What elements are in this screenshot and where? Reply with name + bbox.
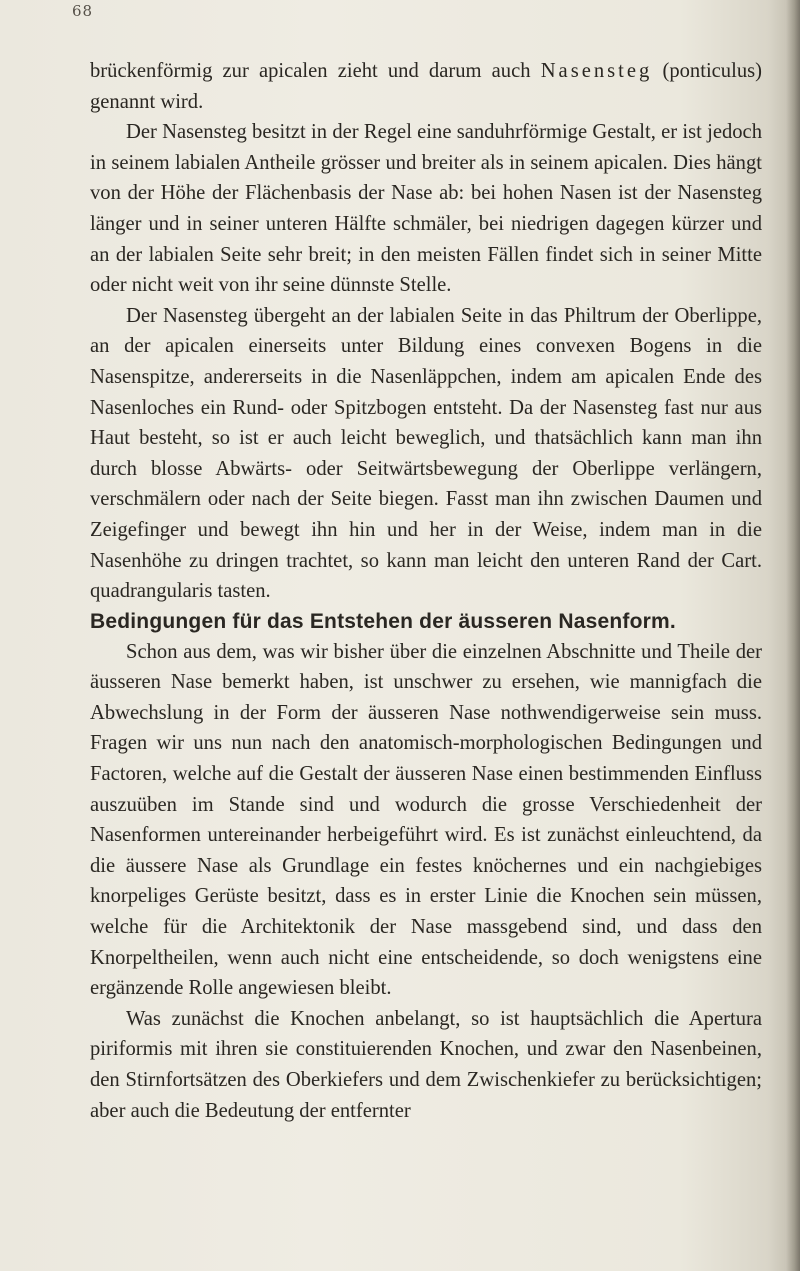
paragraph-4: Schon aus dem, was wir bisher über die einzelnen Abschnitte und Theile der äusseren Nase bemerkt haben, ist unschwer zu ersehen, wie mannigfach die Abwechslung in der Form der äusseren Nase nothwendigerweise sein muss. Fragen wir uns nun nach den anatomisch-morphologischen Bedingungen und Factoren, welche auf die Gestalt der äusseren Nase einen bestimmenden Einfluss auszuüben im Stande sind und wodurch die grosse Verschiedenheit der Nasenformen untereinander herbeigeführt wird. Es ist zunächst einleuchtend, da die äussere Nase als Grundlage ein festes knöchernes und ein nachgiebiges knorpeliges Gerüste besitzt, dass es in erster Linie die Knochen sein müssen, welche für die Architektonik der Nase massgebend sind, und dass den Knorpeltheilen, wenn auch nicht eine entscheidende, so doch wenigstens eine ergänzende Rolle angewiesen bleibt. [90, 640, 762, 1000]
body-text [90, 56, 762, 1126]
paragraph-1-start: brückenförmig zur apicalen zieht und darum auch [90, 60, 541, 82]
paragraph-1-end: (ponticulus) genannt wird. [90, 60, 762, 113]
page-number: 68 [72, 2, 94, 20]
paragraph-1 [90, 56, 762, 117]
page-edge-shadow [786, 0, 800, 1271]
section-heading: Bedingungen für das Entstehen der äusseren Nasenform. [90, 609, 676, 633]
paragraph-5: Was zunächst die Knochen anbelangt, so ist hauptsächlich die Apertura piriformis mit ihren sie constituierenden Knochen, und zwar den Nasenbeinen, den Stirnfortsätzen des Oberkiefers und dem Zwischenkiefer zu berücksichtigen; aber auch die Bedeutung der entfernter [90, 1007, 762, 1122]
paragraph-2: Der Nasensteg besitzt in der Regel eine sanduhrförmige Gestalt, er ist jedoch in seinem labialen Antheile grösser und breiter als in seinem apicalen. Dies hängt von der Höhe der Flächenbasis der Nase ab: bei hohen Nasen ist der Nasensteg länger und in seiner unteren Hälfte schmäler, bei niedrigen dagegen kürzer und an der labialen Seite sehr breit; in den meisten Fällen findet sich in seiner Mitte oder nicht weit von ihr seine dünnste Stelle. [90, 121, 762, 297]
paragraph-3: Der Nasensteg übergeht an der labialen Seite in das Philtrum der Oberlippe, an der apicalen einerseits unter Bildung eines convexen Bogens in die Nasenspitze, andererseits in die Nasenläppchen, indem am apicalen Ende des Nasenloches ein Rund- oder Spitzbogen entsteht. Da der Nasensteg fast nur aus Haut besteht, so ist er auch leicht beweglich, und thatsächlich kann man ihn durch blosse Abwärts- oder Seitwärtsbewegung der Oberlippe verlängern, verschmälern oder nach der Seite biegen. Fasst man ihn zwischen Daumen und Zeigefinger und bewegt ihn hin und her in der Weise, indem man in die Nasenhöhe zu dringen trachtet, so kann man leicht den unteren Rand der Cart. quadrangularis tasten. [90, 304, 762, 603]
term-nasensteg: Nasensteg [540, 60, 653, 82]
